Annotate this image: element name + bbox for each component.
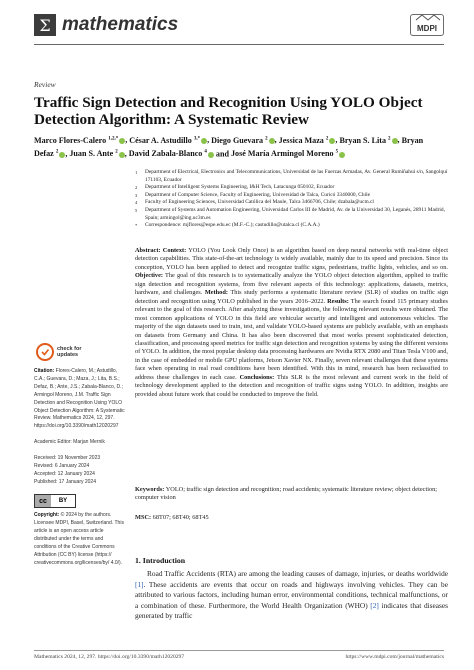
intro-text-3: indicates that diseases generated by traffic <box>135 600 449 621</box>
journal-logo-icon <box>34 14 56 36</box>
journal-header <box>34 10 444 44</box>
abstract-context: YOLO (You Look Only Once) is an algorithm based on deep neural networks with real-time object detection capabilities. This state-of-the-art technology is widely available, mainly due to its speed and precision. Since its conception, YOLO has been applied to detect and recognize traffic signs, pedestrians, traffic lights, vehicles, and so on. <box>135 247 448 271</box>
author-affiliation-marker: 5 <box>335 149 339 155</box>
author[interactable] <box>129 136 207 145</box>
article-sidebar <box>34 368 126 568</box>
author-name: Bryan Defaz <box>34 135 424 159</box>
keywords-text: YOLO; traffic sign detection and recognition; road accidents; systematic literature review; object detection; computer vision <box>135 486 437 502</box>
check-line-2: updates <box>57 352 79 358</box>
affiliation-number: * <box>135 223 138 229</box>
check-line-1: check for <box>57 346 82 352</box>
author-affiliation-marker: 2 <box>55 149 59 155</box>
affiliation-item <box>135 199 450 207</box>
article-type: Review <box>34 80 56 89</box>
author-affiliation-marker: 1,2,* <box>108 136 119 141</box>
author[interactable] <box>231 149 345 158</box>
objective-label: Objective: <box>135 272 163 280</box>
citation-block <box>34 368 126 431</box>
author-affiliation-marker: 2 <box>388 136 391 141</box>
intro-text-1: Road Traffic Accidents (RTA) are among the leading causes of damage, injuries, or deaths worldwide <box>147 569 448 578</box>
date-revised: Revised: 6 January 2024 <box>34 462 90 469</box>
orcid-icon[interactable] <box>119 138 125 144</box>
author-affiliation-marker: 4 <box>204 149 207 155</box>
abstract-objective: The goal of this research is to systematically analyze the YOLO object detection algorithm, applied to traffic sign detection and recognition systems, from five relevant aspects of this technology: applications, datasets, metrics, hardware, and challenges. <box>135 272 448 297</box>
cc-icon: cc <box>35 495 51 507</box>
affiliation-text: Correspondence: mjflores@espe.edu.ec (M.F.-C.); castudillo@utalca.cl (C.A.A.) <box>145 222 320 229</box>
check-for-updates-button[interactable] <box>36 343 81 361</box>
author-affiliation-marker: 3,* <box>193 136 201 141</box>
logo-glyph: Σ <box>39 15 51 35</box>
affiliation-number: 2 <box>135 185 138 191</box>
affiliations <box>135 169 450 230</box>
by-icon: BY <box>58 497 68 504</box>
abstract-conclusions: This SLR is the most relevant and current work in the field of technology development applied to the detection and recognition of traffic signs using YOLO. In addition, insights are provided about future work that could be conducted to improve the field. <box>135 373 449 398</box>
author[interactable] <box>211 136 274 145</box>
affiliation-text: Faculty of Engineering Sciences, Universidad Católica del Maule, Talca 3466706, Chile; dzabala@ucm.cl <box>145 199 374 206</box>
abstract <box>135 247 448 399</box>
publisher-name: MDPI <box>417 23 437 33</box>
keywords <box>135 486 448 503</box>
header-divider <box>34 44 444 45</box>
citation-link-2[interactable]: [2] <box>370 600 379 610</box>
author-name: César A. Astudillo <box>129 135 192 145</box>
author-name: José María Armingol Moreno <box>230 149 334 159</box>
affiliation-item <box>135 207 450 222</box>
journal-name[interactable]: mathematics <box>62 14 179 35</box>
author-name: Juan S. Ante <box>69 149 114 159</box>
conclusions-label: Conclusions: <box>239 373 275 381</box>
orcid-icon[interactable] <box>201 138 207 144</box>
footer-citation[interactable]: Mathematics 2024, 12, 297. https://doi.org/10.3390/math12020297 <box>34 654 185 660</box>
affiliation-number: 5 <box>135 207 138 213</box>
author[interactable] <box>34 136 125 145</box>
author[interactable] <box>279 136 336 145</box>
author-name: Jessica Maza <box>278 135 324 145</box>
citation-label: Citation: <box>34 368 55 374</box>
article-title: Traffic Sign Detection and Recognition Using YOLO Object Detection Algorithm: A Systematic Review <box>34 94 423 128</box>
orcid-icon[interactable] <box>208 152 214 158</box>
introduction-text <box>135 569 448 622</box>
orcid-icon[interactable] <box>392 138 398 144</box>
affiliation-item <box>135 222 450 230</box>
footer-divider <box>34 650 444 651</box>
affiliation-item <box>135 169 450 184</box>
author-affiliation-marker: 2 <box>325 136 329 141</box>
citation-text[interactable]: Flores-Calero, M.; Astudillo, C.A.; Guevara, D.; Maza, J.; Lita, B.S.; Defaz, B.; Ante, J.S.; Zabala-Blanco, D.; Armingol Moreno, J.M. Traffic Sign Detection and Recognition Using YOLO Object Detection Algorithm: A Systematic Review. Mathematics 2024, 12, 297. https://doi.org/10.3390/math12020297 <box>34 368 125 430</box>
check-updates-icon <box>36 343 54 361</box>
affiliation-number: 3 <box>135 192 138 198</box>
section-heading-introduction: 1. Introduction <box>135 556 186 565</box>
orcid-icon[interactable] <box>339 152 345 158</box>
author[interactable] <box>129 149 214 158</box>
copyright-block <box>34 512 126 567</box>
citation-link-1[interactable]: [1] <box>135 579 144 589</box>
author-name: Bryan S. Lita <box>339 135 386 145</box>
orcid-icon[interactable] <box>119 152 125 158</box>
affiliation-text: Department of Computer Science, Faculty of Engineering, Universidad de Talca, Curicó 3340000, Chile <box>145 191 370 198</box>
date-accepted: Accepted: 12 January 2024 <box>34 470 95 477</box>
orcid-icon[interactable] <box>59 152 65 158</box>
affiliation-text: Department of Systems and Automation Engineering, Universidad Carlos III de Madrid, Av. de la Universidad 30, Leganés, 28911 Madrid, Spain; armingol@ing.uc3m.es <box>145 206 445 221</box>
author-name: David Zabala-Blanco <box>128 149 203 159</box>
orcid-icon[interactable] <box>269 138 275 144</box>
method-label: Method: <box>204 289 228 297</box>
author-affiliation-marker: 2 <box>265 136 268 141</box>
abstract-label: Abstract: <box>135 247 161 254</box>
affiliation-item <box>135 184 450 192</box>
affiliation-text: Department of Electrical, Electronics and Telecommunications, Universidad de las Fuerzas Armadas, Av. General Rumiñahui s/n, Sangolquí 171103, Ecuador <box>145 169 448 183</box>
academic-editor: Academic Editor: Marjan Mernik <box>34 439 105 446</box>
results-label: Results: <box>327 297 349 305</box>
copyright-text: © 2024 by the authors. Licensee MDPI, Basel, Switzerland. This article is an open access article distributed under the terms and conditions of the Creative Commons Attribution (CC BY) license (https:// creativecommons.org/licenses/by/ 4.0/). <box>34 512 124 566</box>
author[interactable] <box>69 149 124 158</box>
intro-text-2: . These accidents are events that occur on roads and highways involving vehicles. They can be attributed to various factors, including human error, environmental conditions, technical malfunctions, or a combination of these. Furthermore, the World Health Organization (WHO) <box>135 579 448 610</box>
author[interactable] <box>339 136 397 145</box>
msc-label: MSC: <box>135 514 152 521</box>
keywords-label: Keywords: <box>135 486 165 493</box>
date-published: Published: 17 January 2024 <box>34 478 96 485</box>
author-list: Marco Flores-Calero $^{1,2,*}$ , César A. Astudillo $^{3,*}$ , Diego Guevara $^2$ , Jessica Maza $^2$ , Bryan S. Lita $^2$ , Bryan Defaz $^2$ , Juan S. Ante $^2$ , David Zabala-Blanco $^4$ and José María Armingol Moreno $^5$ <box>34 135 424 159</box>
author-affiliation-marker: 2 <box>115 149 118 155</box>
publisher-logo-icon <box>414 13 442 21</box>
affiliation-text: Department of Intelligent Systems Engineering, I&H Tech, Latacunga 050102, Ecuador <box>145 184 335 191</box>
dates-block <box>34 455 126 487</box>
context-label: Context: <box>162 247 187 254</box>
footer-journal-url[interactable]: https://www.mdpi.com/journal/mathematics <box>345 654 444 660</box>
abstract-method: This study performs a systematic literature review (SLR) of studies on traffic sign detection and recognition using YOLO published in the years 2016–2022. <box>135 289 449 305</box>
cc-license-badge[interactable] <box>34 494 76 508</box>
msc-text: 68T07; 68T40; 68T45 <box>152 514 209 521</box>
copyright-label: Copyright: <box>34 512 60 519</box>
affiliation-number: 4 <box>135 200 138 206</box>
check-updates-text <box>57 346 81 358</box>
affiliation-number: 1 <box>135 170 138 175</box>
abstract-results: The search found 115 primary studies relevant to the goal of this research. After analyzing these investigations, the following relevant results were obtained. The most common applications of YOLO in this field are vehicular security and intelligent and autonomous vehicles. The majority of the sign datasets used to train, test, and validate YOLO-based systems are publicly available, with an emphasis on datasets from Germany and China. It has also been discovered that most works present sophisticated detection, classification, and processing speed metrics for traffic sign detection and recognition systems by using the different versions of YOLO. In addition, the most popular desktop data processing hardwares are Nvidia RTX 2080 and Titan Tesla V100 and, in the case of embedded or mobile GPU platforms, Jetson Xavier NX. Finally, seven relevant challenges that these systems face when operating in real road conditions have been identified. With this in mind, research has been reclassified to address these challenges in each case. <box>135 297 448 381</box>
publisher-logo[interactable] <box>410 14 444 36</box>
author-name: Marco Flores-Calero <box>34 135 107 145</box>
date-received: Received: 19 November 2023 <box>34 454 101 461</box>
page-footer <box>34 654 444 660</box>
msc-codes <box>135 514 448 521</box>
author-name: Diego Guevara <box>211 135 264 145</box>
orcid-icon[interactable] <box>329 138 335 144</box>
